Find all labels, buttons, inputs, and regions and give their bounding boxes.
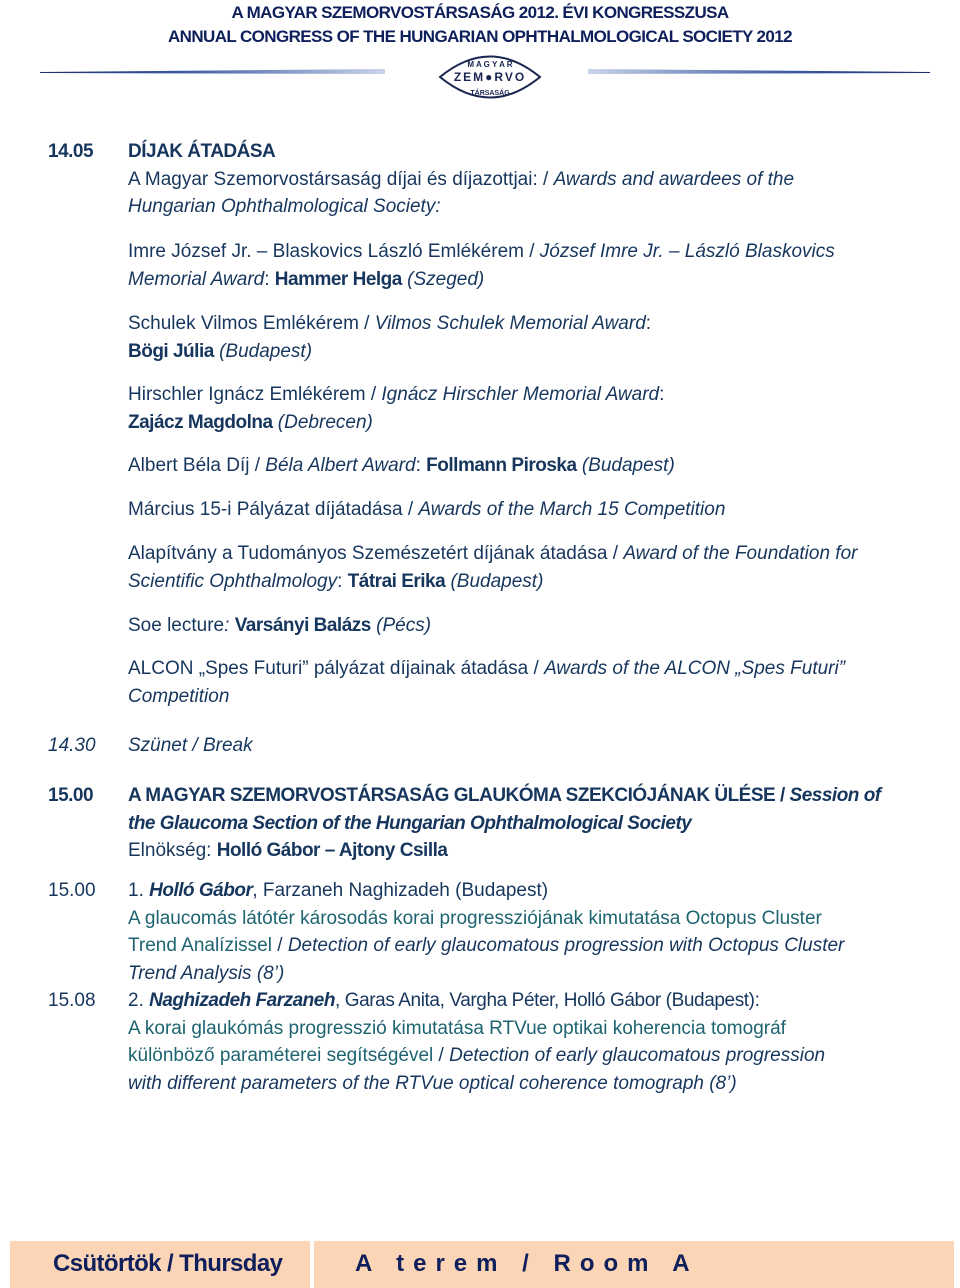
text-run: : xyxy=(659,384,665,405)
text-run: Detection of early glaucomatous progression with Octopus Cluster xyxy=(287,935,845,956)
text-line xyxy=(128,1042,825,1070)
text-line xyxy=(128,266,835,294)
text-run: Hungarian Ophthalmological Society: xyxy=(128,196,441,217)
text-run: Follmann Piroska xyxy=(426,455,577,476)
text-line xyxy=(128,810,881,838)
program-time: 14.05 xyxy=(48,141,94,162)
text-run: Béla Albert Award xyxy=(265,455,416,476)
text-line xyxy=(128,655,845,683)
text-run: Awards of the ALCON „Spes Futuri” xyxy=(544,658,846,679)
text-line xyxy=(128,338,651,366)
text-run: ALCON „Spes Futuri” pályázat díjainak átadása / xyxy=(128,658,545,679)
text-run: : xyxy=(337,570,348,592)
program-time: 15.08 xyxy=(48,990,96,1011)
text-run: Vilmos Schulek Memorial Award xyxy=(374,313,646,334)
program-text xyxy=(128,381,664,436)
text-run: Hammer Helga xyxy=(274,268,402,290)
text-run: Március 15-i Pályázat díjátadása / xyxy=(128,499,419,520)
program-time: 15.00 xyxy=(48,785,94,806)
program-text xyxy=(128,732,253,760)
text-line xyxy=(128,782,881,810)
text-run: Zajácz Magdolna xyxy=(128,411,273,433)
text-run: , Garas Anita, Vargha Péter, Holló Gábor (Budapest): xyxy=(334,990,760,1011)
program-time: 15.00 xyxy=(48,880,96,901)
text-run: Soe lecture xyxy=(128,615,225,636)
program-text xyxy=(128,138,794,221)
text-run: , Farzaneh Naghizadeh (Budapest) xyxy=(252,880,549,901)
program-text xyxy=(128,452,675,480)
text-run: : xyxy=(645,313,652,334)
program-text xyxy=(128,496,725,524)
program-text xyxy=(128,310,651,365)
text-run: (Budapest) xyxy=(445,570,544,592)
text-run: Varsányi Balázs xyxy=(234,615,371,636)
text-run: A MAGYAR SZEMORVOSTÁRSASÁG GLAUKÓMA SZEKCIÓJÁNAK ÜLÉSE / xyxy=(128,785,790,806)
program-text xyxy=(128,612,431,640)
text-line xyxy=(128,732,253,760)
text-line xyxy=(128,138,794,166)
text-run: Szünet / Break xyxy=(128,735,253,756)
text-line xyxy=(128,960,844,988)
text-run: Bögi Júlia xyxy=(128,340,214,362)
text-run: Tátrai Erika xyxy=(347,570,446,592)
program-text xyxy=(128,655,845,710)
footer-day-box xyxy=(10,1241,310,1288)
text-line xyxy=(128,683,845,711)
svg-text:TÁRSASÁG: TÁRSASÁG xyxy=(470,90,510,97)
congress-title-en: ANNUAL CONGRESS OF THE HUNGARIAN OPHTHALMOLOGICAL SOCIETY 2012 xyxy=(168,27,792,46)
text-line xyxy=(128,612,431,640)
text-line xyxy=(128,166,794,194)
text-line xyxy=(128,310,651,338)
text-run: Trend Analysis (8’) xyxy=(128,962,285,984)
text-run: Holló Gábor xyxy=(149,880,253,901)
footer-day: Csütörtök / Thursday xyxy=(53,1250,283,1277)
text-run: Schulek Vilmos Emlékérem / xyxy=(128,313,375,334)
text-run: (Debrecen) xyxy=(272,411,373,433)
program-time: 14.30 xyxy=(48,735,96,756)
text-run: József Imre Jr. – László Blaskovics xyxy=(539,241,835,262)
text-line xyxy=(128,193,794,221)
footer-room: A terem / Room A xyxy=(355,1250,699,1277)
text-run: / xyxy=(271,935,288,956)
text-run: Holló Gábor – Ajtony Csilla xyxy=(216,840,448,861)
text-line xyxy=(128,568,857,596)
text-line xyxy=(128,409,664,437)
text-run: Awards of the March 15 Competition xyxy=(418,499,726,520)
text-run: Trend Analízissel xyxy=(128,935,272,956)
text-run: Scientific Ophthalmology xyxy=(128,570,338,592)
text-run: Award of the Foundation for xyxy=(623,543,858,564)
text-run: különböző paraméterei segítségével xyxy=(128,1045,434,1066)
text-run: : xyxy=(415,455,427,476)
svg-text:ZEM●RVO: ZEM●RVO xyxy=(453,70,527,84)
svg-text:M A G Y A R: M A G Y A R xyxy=(467,60,513,69)
text-run: Naghizadeh Farzaneh xyxy=(149,990,335,1011)
text-run: Alapítvány a Tudományos Szemészetért díjának átadása / xyxy=(128,543,624,564)
program-text xyxy=(128,238,835,293)
text-line xyxy=(128,877,844,905)
text-run: (Budapest) xyxy=(576,455,675,476)
text-run: with different parameters of the RTVue optical coherence tomograph (8’) xyxy=(128,1072,737,1094)
society-logo xyxy=(436,50,544,104)
text-run: (Pécs) xyxy=(370,615,432,636)
text-run: (Szeged) xyxy=(401,268,485,290)
text-line xyxy=(128,837,881,865)
footer-room-box xyxy=(314,1241,954,1288)
program-text xyxy=(128,987,825,1097)
text-run: (Budapest) xyxy=(213,340,313,362)
header-divider-left xyxy=(40,69,385,74)
text-run: Memorial Award xyxy=(128,268,265,290)
text-line xyxy=(128,452,675,480)
text-run: DÍJAK ÁTADÁSA xyxy=(128,141,276,162)
text-run: A korai glaukómás progresszió kimutatása RTVue optikai koherencia tomográf xyxy=(128,1017,786,1039)
text-run: Imre József Jr. – Blaskovics László Emlékérem / xyxy=(128,241,540,262)
text-line xyxy=(128,540,857,568)
text-line xyxy=(128,932,844,960)
text-run: / xyxy=(433,1045,450,1066)
text-line xyxy=(128,238,835,266)
text-run: the Glaucoma Section of the Hungarian Ophthalmological Society xyxy=(128,812,692,834)
text-run: A Magyar Szemorvostársaság díjai és díjazottjai: / xyxy=(128,168,554,190)
text-run: Elnökség: xyxy=(128,840,217,861)
text-run: Awards and awardees of the xyxy=(553,168,795,190)
text-run: : xyxy=(264,268,275,290)
text-run: Detection of early glaucomatous progression xyxy=(449,1045,826,1066)
program-text xyxy=(128,540,857,595)
text-line xyxy=(128,987,825,1015)
text-run: Session of xyxy=(789,785,881,806)
text-line xyxy=(128,496,725,524)
header-divider-right xyxy=(588,69,930,74)
text-run: Ignácz Hirschler Memorial Award xyxy=(381,384,660,405)
program-text xyxy=(128,782,881,865)
congress-title-hu: A MAGYAR SZEMORVOSTÁRSASÁG 2012. ÉVI KONGRESSZUSA xyxy=(231,3,729,22)
text-run: : xyxy=(224,615,235,636)
text-line xyxy=(128,1070,825,1098)
text-run: Hirschler Ignácz Emlékérem / xyxy=(128,384,382,405)
text-run: Albert Béla Díj / xyxy=(128,455,266,476)
program-text xyxy=(128,877,844,987)
text-run: 2. xyxy=(128,990,150,1011)
text-run: A glaucomás látótér károsodás korai progressziójának kimutatása Octopus Cluster xyxy=(128,907,822,929)
text-run: 1. xyxy=(128,880,150,901)
text-line xyxy=(128,381,664,409)
text-line xyxy=(128,905,844,933)
text-line xyxy=(128,1015,825,1043)
text-run: Competition xyxy=(128,685,230,707)
